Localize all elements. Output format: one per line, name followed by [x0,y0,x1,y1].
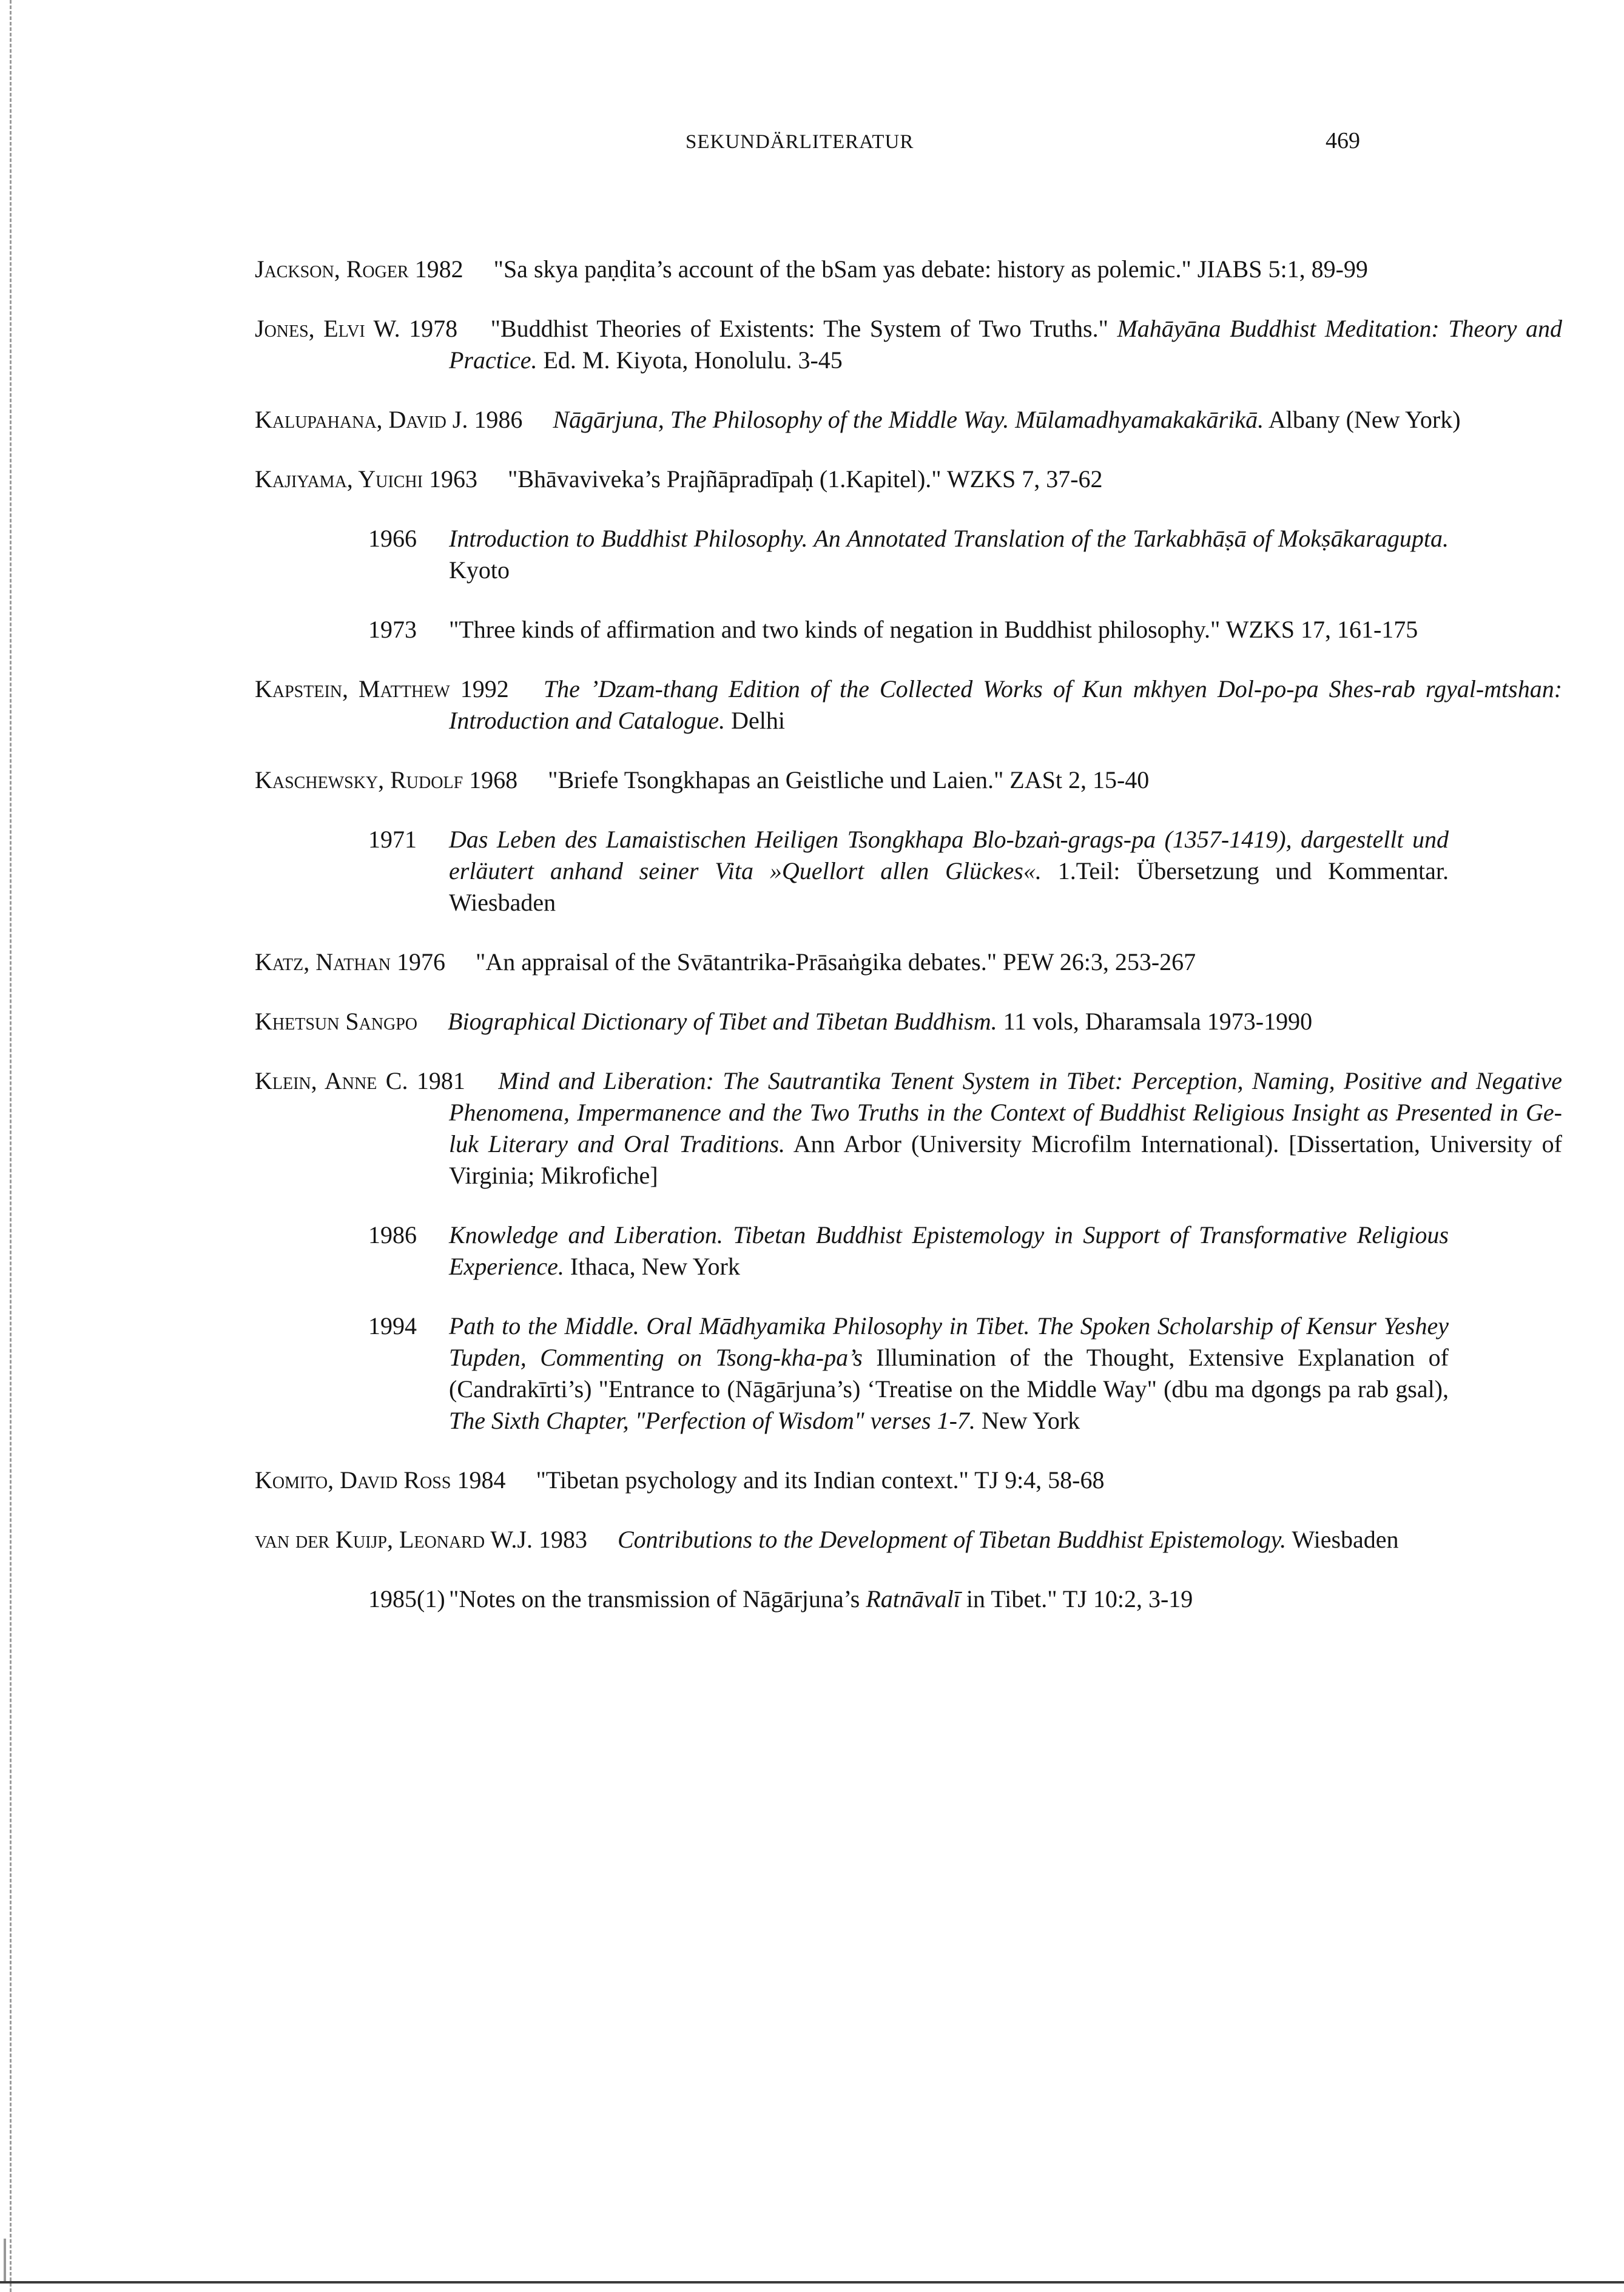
bibliography-subentry [368,1583,1449,1615]
entry-text: "Notes on the transmission of Nāgārjuna’s [449,1585,860,1613]
running-head: SEKUNDÄRLITERATUR [686,131,914,153]
entry-text: "Briefe Tsongkhapas an Geistliche und Laien." ZASt 2, 15-40 [548,766,1150,794]
entry-author: Klein, Anne C. [255,1067,408,1094]
entry-year: 1968 [469,766,518,794]
entry-publication: in Tibet." TJ 10:2, 3-19 [966,1585,1193,1613]
entry-title: Contributions to the Development of Tibetan Buddhist Epistemology. [617,1526,1287,1553]
scan-bottom-edge [0,2281,1624,2284]
entry-text: "Bhāvaviveka’s Prajñāpradīpaḥ (1.Kapitel)." WZKS 7, 37-62 [507,465,1103,493]
entry-year: 1973 [368,616,417,643]
bibliography-entry [255,254,1562,285]
entry-year: 1978 [409,315,458,342]
entry-text: "Sa skya paṇḍita’s account of the bSam yas debate: history as polemic." JIABS 5:1, 89-99 [493,255,1368,283]
entry-publication: Ithaca, New York [570,1253,740,1280]
entry-author: Khetsun Sangpo [255,1008,418,1035]
entry-text: "Three kinds of affirmation and two kinds of negation in Buddhist philosophy." WZKS 17, 161-175 [449,616,1418,643]
entry-author: Kajiyama, Yuichi [255,465,423,493]
entry-publication: Wiesbaden [1292,1526,1399,1553]
entry-text: "An appraisal of the Svātantrika-Prāsaṅgika debates." PEW 26:3, 253-267 [475,948,1196,976]
entry-author: Jackson, Roger [255,255,409,283]
entry-publication: Kyoto [449,556,510,584]
entry-year: 1984 [457,1466,506,1494]
entry-year: 1983 [538,1526,587,1553]
entry-year: 1986 [474,406,523,433]
bibliography-list [0,254,1624,1643]
entry-year: 1985(1) [368,1585,445,1613]
entry-title: The ’Dzam-thang Edition of the Collected Works of Kun mkhyen Dol-po-pa Shes-rab rgyal-mtshan: Introduction and Catalogue. [449,675,1563,734]
entry-year: 1994 [368,1312,417,1340]
scan-corner-mark [4,2239,73,2284]
entry-author: Jones, Elvi W. [255,315,400,342]
entry-publication: Albany (New York) [1268,406,1461,433]
entry-author: van der Kuijp, Leonard W.J. [255,1526,533,1553]
bibliography-entry [255,463,1562,495]
bibliography-entry [255,1524,1562,1556]
entry-title: Mind and Liberation: The Sautrantika Tenent System in Tibet: Perception, Naming, Positive and Negative Phenomena, Impermanence and the Two Truths in the Context of Buddhist Religious Insight as Presented in Ge-luk Literary and Oral Traditions. [449,1067,1562,1158]
entry-text: "Buddhist Theories of Existents: The System of Two Truths." [490,315,1108,342]
entry-title: Ratnāvalī [866,1585,960,1613]
bibliography-entry [255,404,1562,436]
entry-text: Illumination of the Thought, Extensive Explanation of (Candrakīrti’s) "Entrance to (Nāgārjuna’s) ‘Treatise on the Middle Way" (dbu ma dgongs pa rab gsal), [449,1344,1449,1403]
bibliography-subentry [368,523,1449,586]
entry-author: Katz, Nathan [255,948,391,976]
bibliography-subentry [368,1310,1449,1437]
entry-title: Mahāyāna Buddhist Meditation: Theory and Practice. [449,315,1563,374]
entry-year: 1971 [368,826,417,853]
bibliography-entry [255,1006,1562,1037]
entry-title: Introduction to Buddhist Philosophy. An Annotated Translation of the Tarkabhāṣā of Mokṣākaragupta. [449,525,1449,552]
entry-publication: New York [981,1407,1080,1434]
entry-text: "Tibetan psychology and its Indian context." TJ 9:4, 58-68 [536,1466,1105,1494]
bibliography-entry [255,764,1562,796]
bibliography-entry [255,1065,1562,1192]
entry-publication: 1.Teil: Übersetzung und Kommentar. Wiesbaden [449,857,1449,916]
entry-title: Knowledge and Liberation. Tibetan Buddhist Epistemology in Support of Transformative Religious Experience. [449,1221,1449,1280]
page-number: 469 [1326,128,1360,153]
entry-year: 1966 [368,525,417,552]
bibliography-entry [255,1465,1562,1496]
entry-title: Das Leben des Lamaistischen Heiligen Tsongkhapa Blo-bzaṅ-grags-pa (1357-1419), dargestellt und erläutert anhand seiner Vita »Quellort allen Glückes«. [449,826,1449,885]
entry-author: Kapstein, Matthew [255,675,450,703]
entry-year: 1986 [368,1221,417,1249]
entry-title: Nāgārjuna, The Philosophy of the Middle Way. Mūlamadhyamakakārikā. [553,406,1264,433]
entry-publication: Ann Arbor (University Microfilm International). [Dissertation, University of Virginia; Mikrofiche] [449,1130,1562,1189]
entry-publication: Delhi [731,707,786,734]
entry-title: Biographical Dictionary of Tibet and Tibetan Buddhism. [448,1008,997,1035]
entry-publication: Ed. M. Kiyota, Honolulu. 3-45 [543,346,843,374]
entry-author: Kalupahana, David J. [255,406,468,433]
bibliography-entry [255,946,1562,978]
entry-title: Path to the Middle. Oral Mādhyamika Philosophy in Tibet. The Spoken Scholarship of Kensur Yeshey Tupden, Commenting on Tsong-kha-pa’s [449,1312,1449,1371]
entry-author: Kaschewsky, Rudolf [255,766,463,794]
bibliography-subentry [368,824,1449,918]
entry-year: 1976 [396,948,445,976]
entry-publication: 11 vols, Dharamsala 1973-1990 [1003,1008,1313,1035]
bibliography-entry [255,313,1562,376]
entry-year: 1981 [416,1067,465,1094]
bibliography-entry [255,673,1562,736]
bibliography-subentry [368,1219,1449,1283]
page-header [0,127,1624,164]
entry-year: 1992 [460,675,509,703]
entry-year: 1982 [414,255,463,283]
entry-year: 1963 [428,465,477,493]
bibliography-subentry [368,614,1449,645]
entry-author: Komito, David Ross [255,1466,451,1494]
entry-title-2: The Sixth Chapter, "Perfection of Wisdom" verses 1-7. [449,1407,975,1434]
